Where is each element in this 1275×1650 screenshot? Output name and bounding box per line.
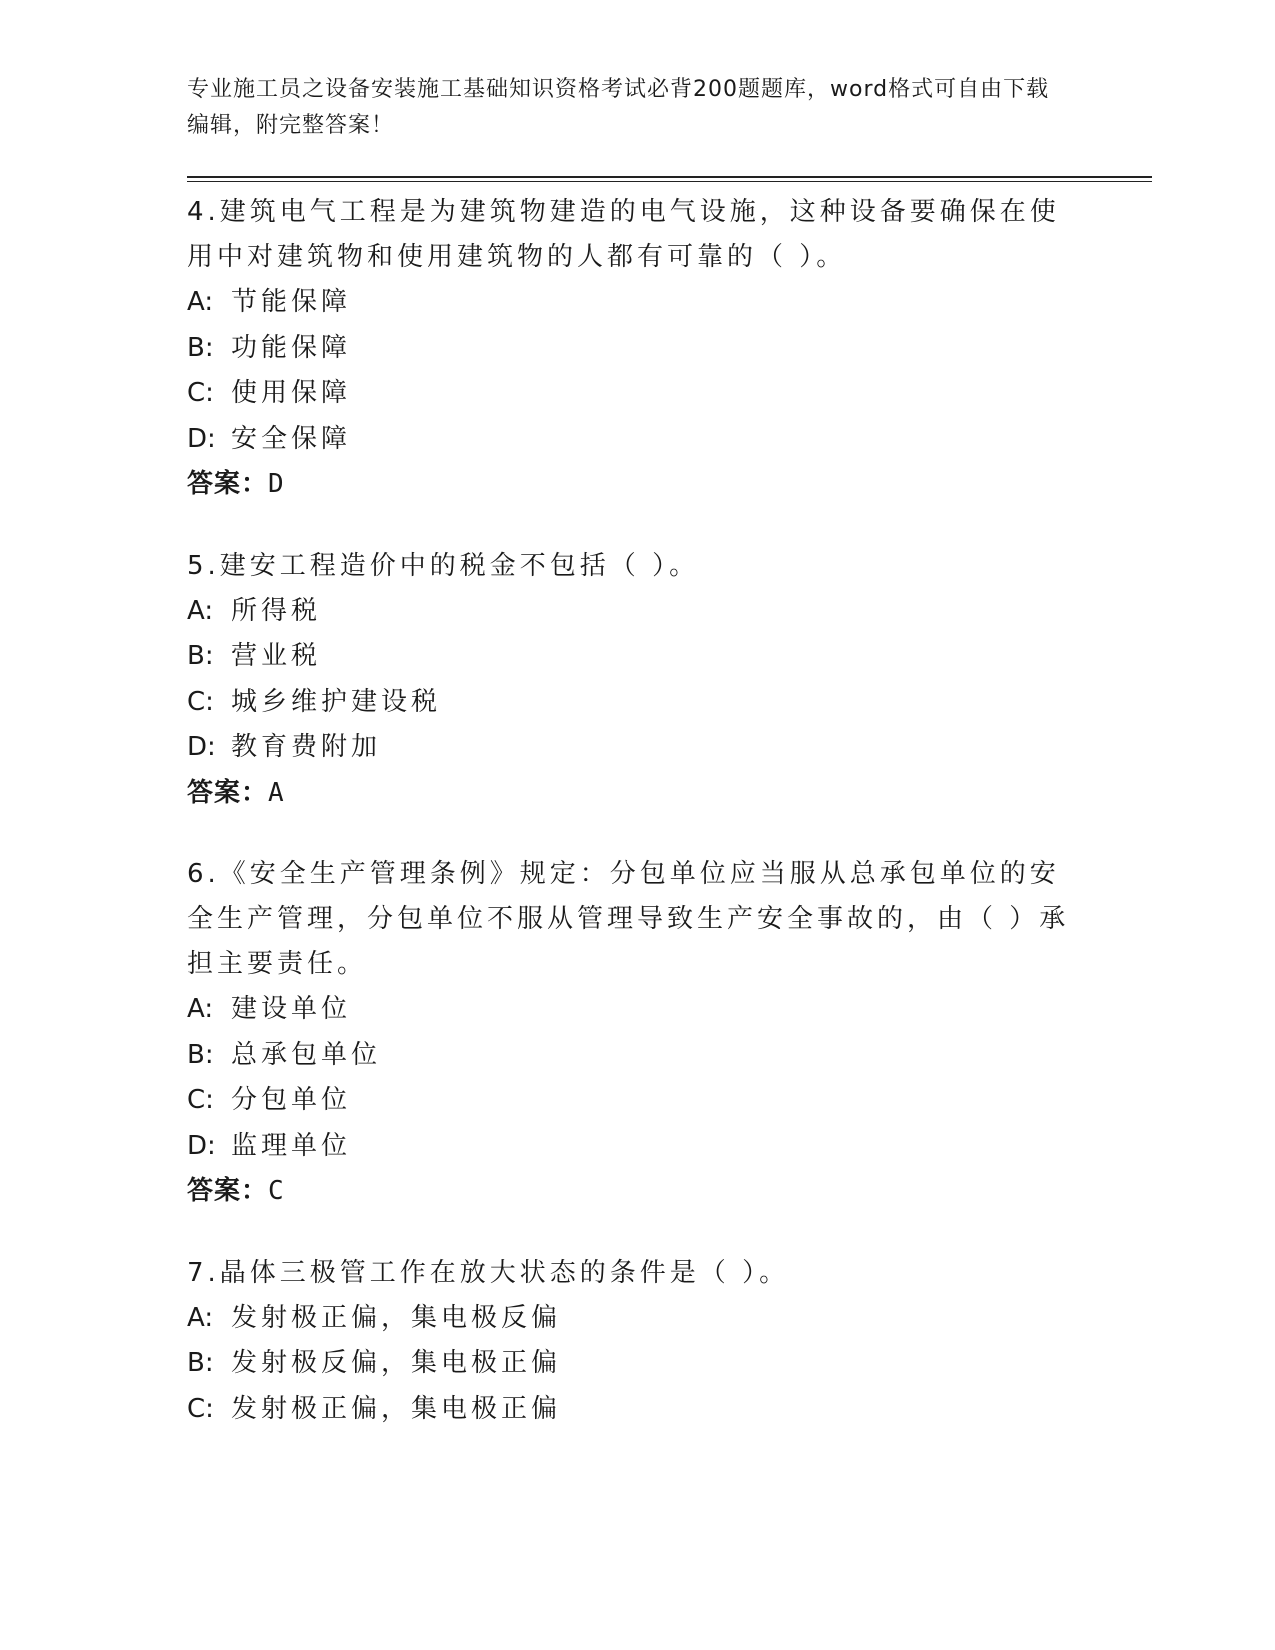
- option-b: [187, 1033, 1087, 1079]
- option-a: [187, 280, 1087, 326]
- option-text: 发射极正偏，集电极反偏: [231, 1302, 562, 1333]
- answer-value: A: [268, 777, 285, 808]
- option-key: D:: [187, 732, 216, 762]
- option-key: B:: [187, 332, 214, 363]
- option-text: 营业税: [231, 641, 322, 671]
- option-c: [187, 371, 1087, 417]
- option-d: [187, 725, 1087, 771]
- question-stem: 7.晶体三极管工作在放大状态的条件是（ ）。: [187, 1257, 790, 1288]
- option-key: C:: [187, 378, 214, 408]
- answer-line: [187, 1169, 1087, 1215]
- option-key: A:: [187, 994, 214, 1024]
- option-text: 使用保障: [231, 378, 352, 408]
- answer-label: 答案：: [187, 469, 269, 499]
- option-key: A:: [187, 287, 214, 317]
- answer-line: [187, 771, 1087, 817]
- option-key: C:: [187, 1393, 214, 1424]
- option-text: 发射极正偏，集电极正偏: [231, 1393, 562, 1424]
- option-key: A:: [187, 1302, 214, 1333]
- question-5: [187, 544, 1087, 817]
- option-text: 所得税: [231, 595, 322, 626]
- header-divider: [187, 176, 1152, 182]
- option-c: [187, 1387, 1087, 1433]
- option-key: C:: [187, 686, 214, 717]
- option-key: C:: [187, 1085, 214, 1115]
- option-key: A:: [187, 595, 214, 626]
- question-4: [187, 190, 1087, 508]
- option-b: [187, 634, 1087, 680]
- answer-label: 答案：: [187, 777, 269, 808]
- option-key: B:: [187, 1039, 214, 1070]
- question-list: [187, 190, 1087, 1468]
- option-text: 总承包单位: [231, 1039, 382, 1070]
- option-text: 功能保障: [231, 332, 352, 363]
- option-text: 发射极反偏，集电极正偏: [231, 1348, 562, 1378]
- option-a: [187, 987, 1087, 1033]
- option-b: [187, 1341, 1087, 1387]
- option-key: B:: [187, 641, 214, 671]
- option-d: [187, 1124, 1087, 1170]
- question-stem: 4.建筑电气工程是为建筑物建造的电气设施，这种设备要确保在使用中对建筑物和使用建筑物的人都有可靠的（ ）。: [187, 197, 1060, 272]
- option-c: [187, 680, 1087, 726]
- option-a: [187, 589, 1087, 635]
- option-text: 分包单位: [231, 1085, 352, 1115]
- option-text: 教育费附加: [231, 732, 382, 762]
- option-key: D:: [187, 1130, 216, 1161]
- option-c: [187, 1078, 1087, 1124]
- document-header: 专业施工员之设备安装施工基础知识资格考试必背200题题库，word格式可自由下载编辑，附完整答案！: [187, 77, 1050, 138]
- question-7: [187, 1251, 1087, 1433]
- answer-label: 答案：: [187, 1176, 269, 1206]
- option-key: B:: [187, 1348, 214, 1378]
- question-stem: 5.建安工程造价中的税金不包括（ ）。: [187, 550, 700, 581]
- answer-value: C: [268, 1176, 285, 1206]
- option-text: 安全保障: [231, 423, 352, 454]
- answer-line: [187, 462, 1087, 508]
- option-key: D:: [187, 423, 216, 454]
- option-text: 节能保障: [231, 287, 352, 317]
- option-b: [187, 326, 1087, 372]
- option-text: 建设单位: [231, 994, 352, 1024]
- question-stem: 6.《安全生产管理条例》规定：分包单位应当服从总承包单位的安全生产管理，分包单位不服从管理导致生产安全事故的，由（ ）承担主要责任。: [187, 859, 1070, 979]
- question-6: [187, 852, 1087, 1215]
- option-text: 城乡维护建设税: [231, 686, 442, 717]
- option-text: 监理单位: [231, 1130, 352, 1161]
- option-a: [187, 1296, 1087, 1342]
- answer-value: D: [268, 469, 285, 499]
- option-d: [187, 417, 1087, 463]
